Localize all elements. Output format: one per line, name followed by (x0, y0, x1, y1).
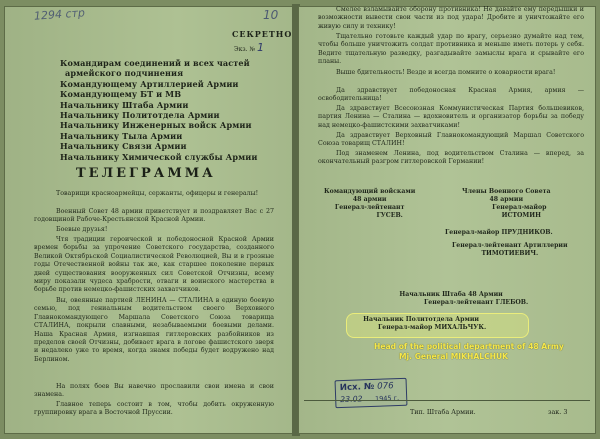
stamp-line-1 (340, 381, 394, 393)
sig-staff-rank: Генерал-лейтенант (424, 299, 494, 306)
sig-commander-name: ГУСЕВ. (376, 212, 403, 219)
addressee-line: Командующему БТ и МВ (60, 89, 182, 100)
sig-council-title: Члены Военного Совета (462, 188, 551, 195)
signature-staff (374, 291, 528, 307)
stamp-date: 23.02 (340, 394, 363, 405)
registration-stamp (335, 378, 408, 408)
paragraph-1: Военный Совет 48 армии приветствует и поздравляет Вас с 27 годовщиной Рабоче-Крестьянской Красной Армии. (34, 208, 274, 224)
sig-pol-rank: Генерал-майор (378, 324, 433, 331)
sig-pol-name: МИХАЛЬЧУК. (434, 324, 487, 331)
greeting: Товарищи красноармейцы, сержанты, офицеры и генералы! (56, 190, 259, 197)
addressee-line: Командующему Артиллерией Армии (60, 78, 239, 89)
signature-council (462, 188, 551, 220)
sig-art-name: ТИМОТИЕВИЧ. (481, 250, 539, 257)
sig-pol-title: Начальник Политотдела Армии (363, 316, 480, 323)
right-paragraph-4: Да здравствует победоносная Красная Армия, армия — освободительница! (318, 87, 584, 103)
addressee-line: Начальнику Связи Армии (60, 141, 187, 152)
copy-number: 1 (257, 41, 265, 54)
sig-pol-rank-line (356, 324, 486, 332)
sig-staff-title: Начальник Штаба 48 Армии (399, 291, 503, 298)
copy-label-text: Экз. № (234, 46, 256, 53)
paragraph-5: Главное теперь состоит в том, чтобы добить окруженную группировку врага в Восточной Пруссии. (34, 401, 274, 417)
sig-staff-rank-line (374, 299, 528, 307)
addressee-line: Начальнику Тыла Армии (60, 130, 183, 141)
handwritten-note: 1294 стр (33, 6, 86, 23)
right-paragraph-1: Смелее взламывайте оборону противника! Не давайте ему передышки и возможности вывести свои части из под удара! Дробите и уничтожайте его живую силу и технику! (318, 6, 584, 30)
secret-label: СЕКРЕТНО (232, 29, 293, 39)
copy-label (234, 41, 264, 54)
signature-gm (445, 229, 553, 237)
right-paragraph-7: Под знаменем Ленина, под водительством Сталина — вперед, за окончательный разгром гитлеровской Германии! (318, 150, 584, 166)
stamp-line-2 (340, 393, 399, 404)
right-paragraph-2: Тщательно готовьте каждый удар по врагу, серьезно думайте над тем, чтобы больше уничтожить солдат противника и меньше иметь потерь у себя. Ведите тщательную разведку, разгадывайте замыслы врага и срывайте его планы. (318, 33, 584, 66)
right-paragraph-6: Да здравствует Верховный Главнокомандующий Маршал Советского Союза товарищ СТАЛИН! (318, 132, 584, 148)
stamp-year: 1945 г. (374, 394, 400, 403)
sig-staff-name: ГЛЕБОВ. (495, 299, 529, 306)
sig-gm-rank: Генерал-майор (445, 229, 500, 236)
addressee-line: Начальнику Штаба Армии (60, 99, 189, 110)
sig-council-army: 48 армии (489, 196, 524, 203)
addressee-line: Начальнику Инженерных войск Армии (60, 120, 252, 131)
sig-commander-title: Командующий войсками (324, 188, 416, 195)
paragraph-4: На полях боев Вы навечно прославили свои имена и свои знамена. (34, 383, 274, 399)
paragraph-3: Вы, овеянные партией ЛЕНИНА — СТАЛИНА в единую боевую семью, под гениальным водительством своего Верховного Главнокомандующего Маршала Советского Союза товарища СТАЛИНА, покрыли славными, незабываемыми боевыми делами. Наша Красная Армия, изгнавшая гитлеровских разбойников из пределов своей Отчизны, добивает врага в логове фашистского зверя и недалеко уже то время, когда знамя победы будет водружено над Берлином. (34, 297, 274, 363)
footer-order: зак. 3 (548, 408, 568, 416)
sig-art-rank: Генерал-лейтенант Артиллерии (452, 242, 568, 249)
sig-commander-rank: Генерал-лейтенант (334, 204, 405, 211)
signature-commander (324, 188, 415, 220)
addressee-line: армейского подчинения (65, 68, 184, 79)
right-paragraph-5: Да здравствует Всесоюзная Коммунистическая Партия большевиков, партия Ленина — Сталина — вдохновитель и организатор борьбы за победу над немецко-фашистскими захватчиками! (318, 105, 584, 129)
paragraph-2: Чтя традиции героической и победоносной Красной Армии времен борьбы за упрочение Советского государства, созданного Великой Октябрьской Социалистической Революцией, Вы и в грозные годы Отечественной войны так же, как старшее поколение первых дней существования вооруженных сил Советской Отчизны, всему миру показали чудеса храбрости, отваги и воинского мастерства в борьбе против немецко-фашистских захватчиков. (34, 236, 274, 294)
addressee-line: Начальнику Химической службы Армии (60, 151, 258, 162)
stamp-outgoing-label: Исх. № (339, 381, 375, 394)
telegram-title: ТЕЛЕГРАММА (76, 166, 216, 181)
sig-commander-army: 48 армии (352, 196, 387, 203)
footer-printer: Тип. Штаба Армии. (410, 408, 476, 416)
sig-council-rank: Генерал-майор (492, 204, 547, 211)
sig-council-name: ИСТОМИН (501, 212, 541, 219)
annotation-line-2: Mj. General MIKHALCHUK (399, 352, 509, 361)
stamp-number: 076 (377, 381, 394, 392)
signature-political (356, 316, 486, 332)
annotation-line-1: Head of the political department of 48 Army (374, 342, 564, 351)
signature-artillery (452, 242, 568, 258)
sig-gm-name: ПРУДНИКОВ. (501, 229, 553, 236)
footer-rule (304, 400, 590, 401)
addressee-line: Начальнику Политотдела Армии (60, 110, 220, 121)
handwritten-page-number: 10 (263, 8, 279, 22)
right-paragraph-3: Выше бдительность! Везде и всегда помните о коварности врага! (336, 69, 556, 76)
paragraph-1b: Боевые друзья! (56, 226, 108, 233)
addressee-list (60, 58, 257, 162)
addressee-line: Командирам соединений и всех частей (60, 58, 250, 68)
